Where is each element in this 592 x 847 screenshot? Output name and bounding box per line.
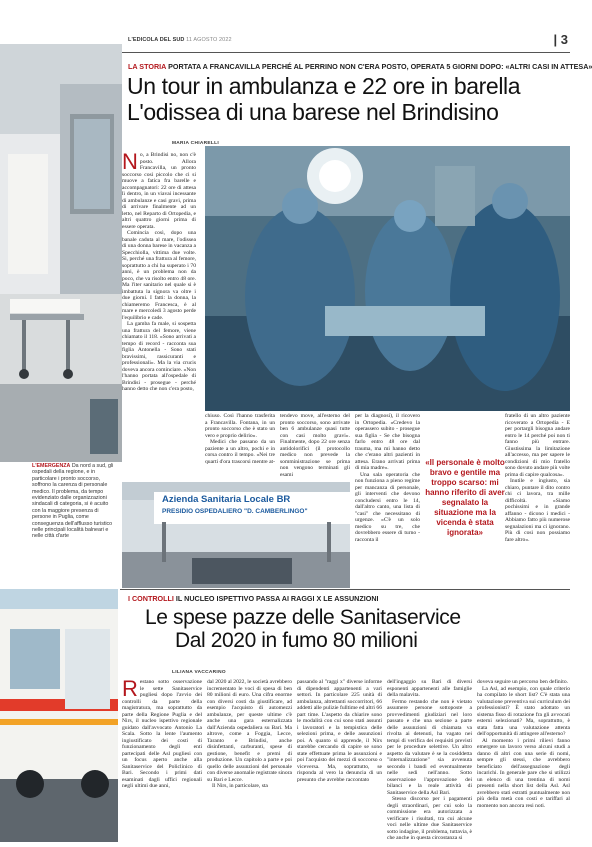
surgery-photo xyxy=(205,146,570,411)
story2-column-2: dal 2020 al 2022, le società avrebbero incrementato le voci di spesa di ben 80 milioni di euro. Una cifra enorme con diversi costi da giustificare, ad esempio l'acquisto di automezzi ambulanze, per queste ultime c'è anche una gara esternalizzata dall'Azienda ospedaliera su Bari. Ma altrove, come a Foggia, Lecce, Taranto e Brindisi, anche disinfettanti, carburanti, spese di gestione, benefit e premi di produzione. Un capitolo a parte e poi quello delle assunzioni del personale con diverse anomalie registrate sinora su Bari e Lecce. Il Nirs, in particolare, sta xyxy=(207,679,292,789)
ambulance-photo xyxy=(0,589,118,842)
story2-column-3: passando al "raggi x" diverse informe di dipendenti appartenenti a vari settori. In particolare 225 unità di ambulanza, altrettanti soccorritori, 66 addetti alle pulizie fulltime ed altri 66 part time. L'aspetto da chiarire sono le modalità con cui sono stati assunti i lavoratori e la tempistica delle selezioni prima, e delle assunzioni poi. A quanto si apprende, il Nirs starebbe cercando di capire se sono state effettuate prima le assunzioni e poi l'acquisto dei mezzi di soccorso o viceversa. Ma, soprattutto, se risponda al vero la denuncia di un presunto che avrebbe raccontato xyxy=(297,679,382,783)
story1-dropcap: N xyxy=(122,149,138,174)
story2-kicker-text: IL NUCLEO ISPETTIVO PASSA AI RAGGI X LE ASSUNZIONI xyxy=(175,594,379,603)
story1-column-5: fratello di un altro paziente ricoverato a Ortopedia - E per portargli bisogna andare entro le 14 perché poi non ti fanno più entrare. Giustissima la limitazione all'accesso, ma per sapere le condizioni di mio fratello sono dovuto andare più volte prima di capire qualcosa». Inutile e ingiusto, sia chiaro, puntare il dito contro chi ci lavora, tra mille difficoltà. «Siamo pochissimi e in grande affanno - dicono i medici - Abbiamo fatto più numerose segnalazioni ma ci ignorano. Più di così non possiamo fare altro». xyxy=(505,413,570,543)
story2-byline: LILIANA VACCARINO xyxy=(172,670,226,675)
story1-column-3: tendevo move, all'esterno del pronto soccorso, sono arrivate ben 6 ambulanze quasi tutte con casi molto gravi». Finalmente, dopo 22 ore senza antidolorifici (il protocollo medico non prevede la somministrazione se prima non vengono terminati gli esami xyxy=(280,413,350,478)
page-header xyxy=(128,34,568,46)
publication-date: 11 AGOSTO 2022 xyxy=(186,37,232,43)
story2-column-5: doveva seguire un percorso ben definito. La Asl, ad esempio, con quale criterio ha compilato le short list? C'è stata una valutazione preventiva sui curriculum dei professionisti? È stato adottato un sistema fisso di rotazione fra gli avvocati esterni selezionati? Ma, soprattutto, è stata fatta una valutazione attenta dell'opportunità di attingere all'esterno? Al momento i primi rilievi fanno emergere un lavoro verso alcuni studi a danno di altri con una serie di nomi, sempre gli stessi, che avrebbero beneficiato dell'assegnazione degli incarichi. In generale pare che si utilizzi un elenco di una trentina di nomi presenti nella short list della Asl. Asl avrebbero stati estratti puntualmente non più della metà con costi e tariffari al momento non ancora resi noti. xyxy=(477,679,570,809)
story1-column-1: No, a Brindisi no, non c'è posto. Allora Francavilla, un pronto soccorso così piccolo che ci si muove a fatica fra barelle e accompagnatori: 22 ore di attesa lì dentro, in un viavai incessante di ambulanze e casi gravi, prima di arrivare finalmente ad un letto, nel Reparto di Ortopedia, e altri quattro giorni prima di essere operata. Comincia così, dopo una banale caduta al mare, l'odissea di una donna barese in vacanza a Specchiolla, vittima due volte. Si, perché una frattura al femore, soprattutto a chi ha superato i 70 anni, è un problema non da poco, che va risolto entro 48 ore. Ma l'iter sanitario nel quale si è imbattuta la signora va oltre i due giorni. I fatti: la donna, la chiameremo Francesca, è al mare e mercoledì 3 agosto perde l'equilibrio e cade. La gamba fa male, si sospetta una frattura del femore, viene chiamato il 118. «Sono arrivati a tempo di record - racconta sua figlia Antonella - Sono stati bravissimi, rassicuranti e professionali». Ma la via crucis doveva ancora cominciare. «Non l'hanno portata all'ospedale di Brindisi - prosegue - perché hanno detto che non c'era posto, xyxy=(122,149,196,392)
corridor-photo xyxy=(0,44,122,462)
story2-kicker xyxy=(128,594,379,603)
caption-label: L'EMERGENZA xyxy=(32,463,71,469)
story2-headline-line2: Dal 2020 in fumo 80 milioni xyxy=(175,629,418,652)
header-rule xyxy=(120,52,570,53)
section-separator xyxy=(120,589,570,590)
story1-column-2: chiuso. Così l'hanno trasferita a Francavilla. Fontana, in un pronto soccorso che è stato un vero e proprio delirio». Medici che passano da un paziente a un altro, pochi e in corsa contro il tempo. «Nei tre quarti d'ora trascorsi mentre at- xyxy=(205,413,275,465)
story2-dropcap: R xyxy=(122,676,138,701)
story2-headline-line1: Le spese pazze delle Sanitaservice xyxy=(145,606,461,629)
story1-headline-line2: L'odissea di una barese nel Brindisino xyxy=(127,99,499,125)
story1-kicker-text: PORTATA A FRANCAVILLA PERCHÉ AL PERRINO NON C'ERA POSTO, OPERATA 5 GIORNI DOPO: «ALTRI CASI IN ATTESA» xyxy=(168,62,592,71)
story1-pull-quote: «Il personale è molto bravo e gentile ma troppo scarso: mi hanno riferito di aver segnalato la situazione ma la vicenda è stata ignorata» xyxy=(425,458,505,537)
publication-name: L'EDICOLA DEL SUD 11 AGOSTO 2022 xyxy=(128,37,232,43)
story2-column-1: Restano sotto osservazione le sette Sanitaservice pugliesi dopo l'avvio dei controlli da parte della magistratura, ma soprattutto da parte della Regione Puglia e del Nirs, il nucleo ispettivo regionale guidato dall'avvocato Antonio La Scala. Sotto la lente l'aumento ingiustificato dei costi di funzionamento degli enti partecipati delle Asl pugliesi con un focus aperto anche alla Sanitaservice del Policlinico di Bari. Secondo i primi dati esaminati dagli uffici regionali negli ultimi due anni, xyxy=(122,676,202,789)
story2-column-4: dell'ingaggio su Bari di diversi esponenti appartenenti alle famiglie della malavita. Fermo restando che non è vietato assumere persone sottoposte a provvedimenti giudiziari nel loro passato e che una sezione a parte delle assunzioni di chiamata va rivolta ai detenuti, ha vagato nei tempi di verifica dei requisiti previsti per le procedure selettive. Un altro aspetto da valutare è se la cosiddetta "internalizzazione" sia avvenuta secondo i bandi ed eventualmente nelle sedi nell'anno. Sotto osservazione l'approvazione dei bilanci e la reale attività di Sanitaservice della Asl Bari. Stesso discorso per i pagamenti degli straordinari, per cui solo la commissione era autorizzata a verificare i risultati, tra cui alcune voci nelle ultime due Sanitaservice sotto indagine, il problema, tuttavia, è che anche in questa circostanza si xyxy=(387,679,472,841)
story1-column-4: per la diagnosi), il ricovero in Ortopedia. «Credevo la operassero subito - prosegue sua figlia - Se che bisogna farlo entro 48 ore dal trauma, ma mi hanno detto che c'erano altri pazienti in attesa. Erano arrivati prima di mia madre». Una sala operatoria che non funziona a pieno regime per mancanza di personale, gli interventi che devono concludersi entro le 14, dall'altro canto, una lista di "casi" che necessitano di urgenze. «C'è un solo medico su tre, che dovrebbero essere di turno - racconta il xyxy=(355,413,420,543)
hospital-sign-photo xyxy=(122,482,350,588)
story1-kicker xyxy=(128,62,592,71)
story1-headline-line1: Un tour in ambulanza e 22 ore in barella xyxy=(127,73,521,99)
sign-title: Azienda Sanitaria Locale BR xyxy=(162,494,291,505)
story2-kicker-label: I CONTROLLI xyxy=(128,594,174,603)
photo-caption: L'EMERGENZA Da nord a sud, gli ospedali della regione, e in particolare i pronto soccorso, soffrono la carenza di personale medico. Il problema, da tempo evidenziato dalle organizzazioni sindacali di categoria, si è acuito con la maggiore presenza di persone in Puglia, come conseguenza dell'afflusso turistico nelle principali località balneari e nelle città d'arte xyxy=(32,463,114,540)
page-number: | 3 xyxy=(553,32,568,47)
story1-byline: MARIA CHIARELLI xyxy=(172,141,219,146)
sign-subtitle: PRESIDIO OSPEDALIERO "D. CAMBERLINGO" xyxy=(162,508,308,515)
story1-kicker-label: LA STORIA xyxy=(128,62,167,71)
